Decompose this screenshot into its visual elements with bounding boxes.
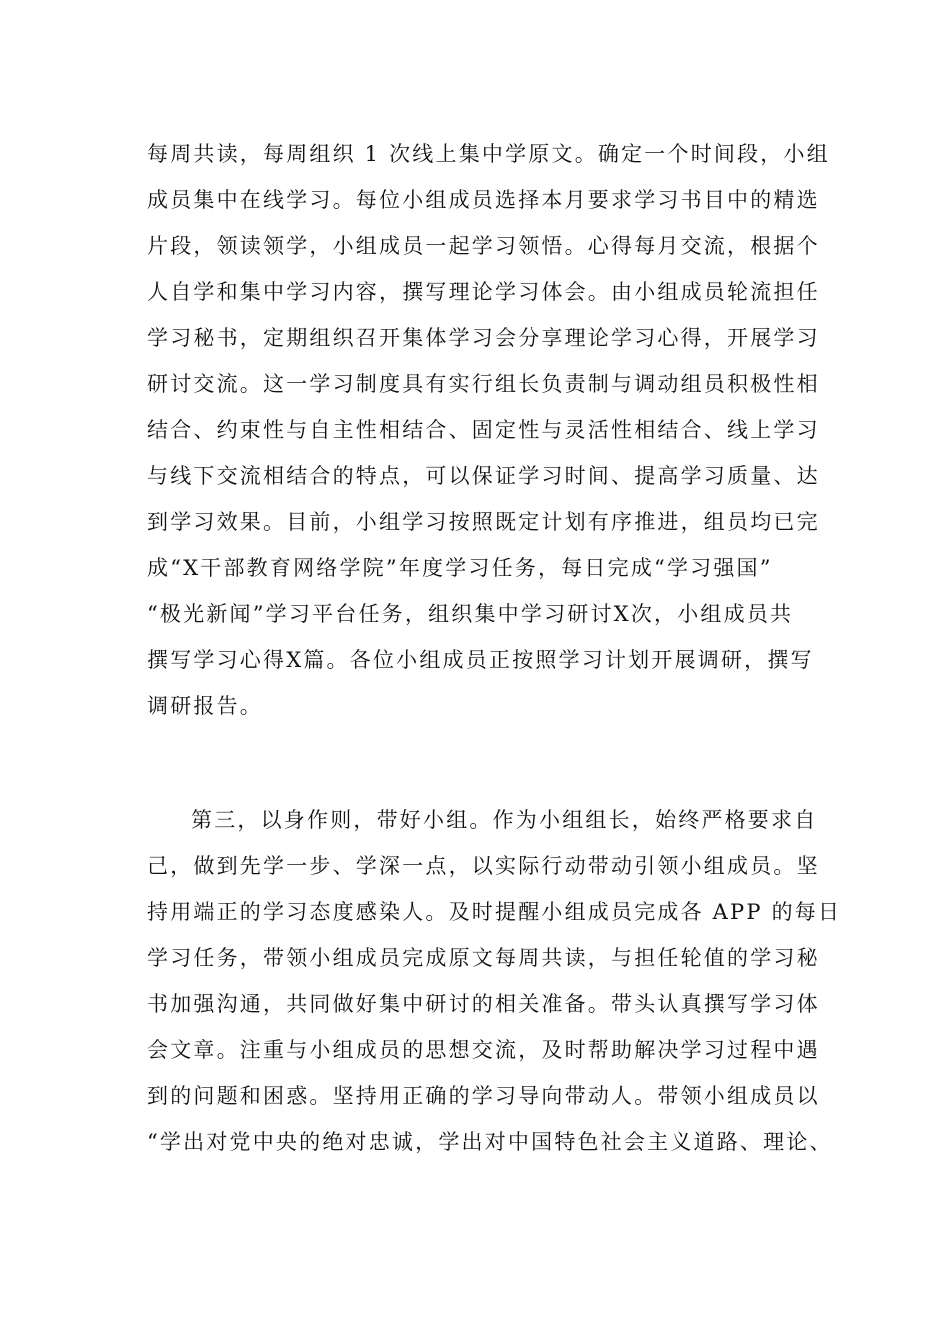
paragraph-line: 结合、约束性与自主性相结合、固定性与灵活性相结合、线上学习 [147, 418, 820, 442]
paragraph-study-system [147, 131, 830, 729]
paragraph-line: 书加强沟通，共同做好集中研讨的相关准备。带头认真撰写学习体 [147, 992, 820, 1016]
paragraph-line: 撰写学习心得X篇。各位小组成员正按照学习计划开展调研，撰写 [147, 648, 814, 672]
paragraph-line: 持用端正的学习态度感染人。及时提醒小组成员完成各 APP 的每日 [147, 900, 842, 924]
paragraph-line: 己，做到先学一步、学深一点，以实际行动带动引领小组成员。坚 [147, 854, 820, 878]
paragraph-line: 学习任务，带领小组成员完成原文每周共读，与担任轮值的学习秘 [147, 946, 820, 970]
paragraph-line: 研讨交流。这一学习制度具有实行组长负责制与调动组员积极性相 [147, 372, 820, 396]
paragraph-line: 与线下交流相结合的特点，可以保证学习时间、提高学习质量、达 [147, 464, 820, 488]
paragraph-lead-by-example [147, 797, 842, 1165]
paragraph-line: 人自学和集中学习内容，撰写理论学习体会。由小组成员轮流担任 [147, 280, 820, 304]
paragraph-line: 到学习效果。目前，小组学习按照既定计划有序推进，组员均已完 [147, 510, 820, 534]
paragraph-line: 到的问题和困惑。坚持用正确的学习导向带动人。带领小组成员以 [147, 1084, 820, 1108]
paragraph-line: 片段，领读领学，小组成员一起学习领悟。心得每月交流，根据个 [147, 234, 820, 258]
paragraph-line: 调研报告。 [147, 694, 263, 718]
paragraph-line: “极光新闻”学习平台任务，组织集中学习研讨X次，小组成员共 [147, 602, 794, 626]
paragraph-line: 成“X干部教育网络学院”年度学习任务，每日完成“学习强国” [147, 556, 773, 580]
paragraph-line: 会文章。注重与小组成员的思想交流，及时帮助解决学习过程中遇 [147, 1038, 820, 1062]
paragraph-line: 成员集中在线学习。每位小组成员选择本月要求学习书目中的精选 [147, 188, 820, 212]
paragraph-line: 每周共读，每周组织 1 次线上集中学原文。确定一个时间段，小组 [147, 142, 830, 166]
paragraph-line: 学习秘书，定期组织召开集体学习会分享理论学习心得，开展学习 [147, 326, 820, 350]
paragraph-line: “学出对党中央的绝对忠诚，学出对中国特色社会主义道路、理论、 [147, 1130, 833, 1154]
paragraph-line: 第三，以身作则，带好小组。作为小组组长，始终严格要求自 [191, 808, 818, 832]
